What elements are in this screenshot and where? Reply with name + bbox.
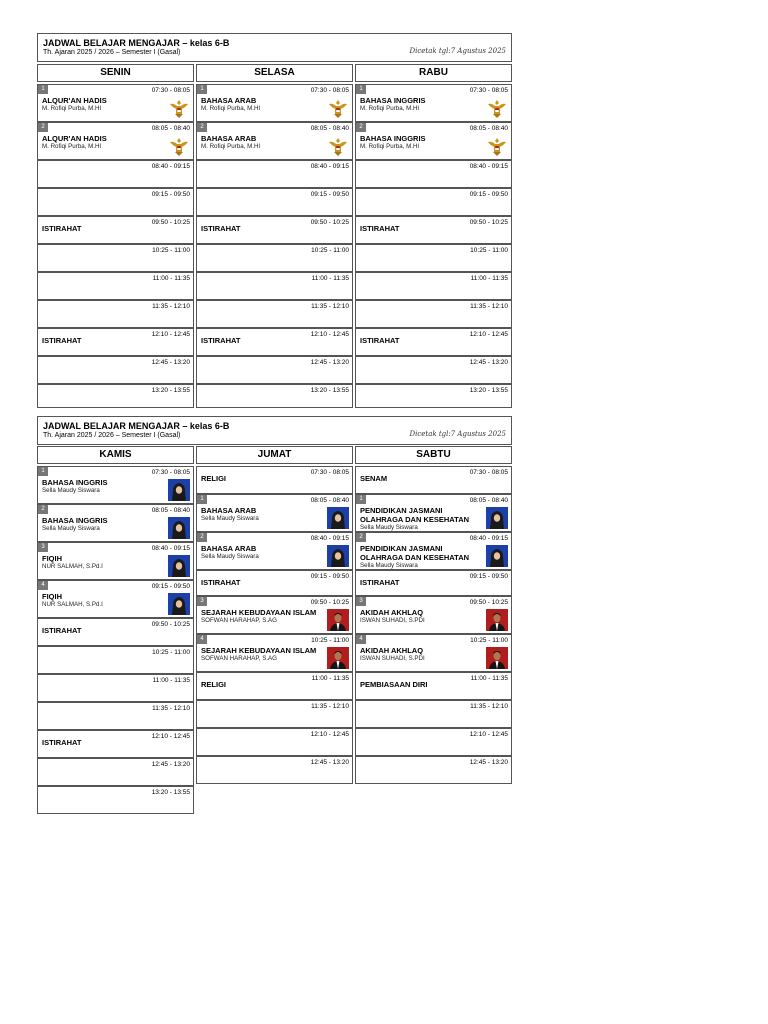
teacher-photo xyxy=(327,507,349,529)
schedule-slot xyxy=(355,672,512,700)
schedule-slot xyxy=(355,216,512,244)
schedule-slot xyxy=(196,328,353,356)
schedule-slot xyxy=(355,384,512,408)
schedule-slot xyxy=(355,532,512,570)
schedule-slot xyxy=(355,634,512,672)
schedule-slot xyxy=(196,532,353,570)
slot-time: 12:45 - 13:20 xyxy=(469,359,508,366)
slot-time: 08:05 - 08:40 xyxy=(151,507,190,514)
teacher-photo xyxy=(168,479,190,501)
slot-time: 11:00 - 11:35 xyxy=(152,275,190,282)
slot-subject: AKIDAH AKHLAQ xyxy=(360,646,424,655)
slot-subject: ISTIRAHAT xyxy=(42,738,82,747)
schedule-slot xyxy=(196,570,353,596)
slot-number-badge: 1 xyxy=(38,85,48,94)
garuda-emblem-icon xyxy=(486,97,508,119)
slot-time: 08:40 - 09:15 xyxy=(151,545,190,552)
slot-time: 11:00 - 11:35 xyxy=(152,677,190,684)
garuda-emblem-icon xyxy=(327,97,349,119)
slot-time: 08:40 - 09:15 xyxy=(151,163,190,170)
schedule-slot xyxy=(37,384,194,408)
slot-time: 12:45 - 13:20 xyxy=(310,759,349,766)
schedule-slot xyxy=(355,122,512,160)
schedule-slot xyxy=(196,160,353,188)
slot-subject: PENDIDIKAN JASMANI OLAHRAGA DAN KESEHATAN xyxy=(360,506,470,524)
slot-time: 09:50 - 10:25 xyxy=(310,219,349,226)
schedule-slot xyxy=(355,700,512,728)
schedule-slot xyxy=(37,356,194,384)
schedule-slot xyxy=(196,216,353,244)
schedule-header-week1 xyxy=(37,33,512,62)
slot-time: 10:25 - 11:00 xyxy=(311,247,349,254)
schedule-slot xyxy=(196,122,353,160)
slot-number-badge: 4 xyxy=(356,635,366,644)
schedule-slot xyxy=(196,384,353,408)
slot-number-badge: 4 xyxy=(38,581,48,590)
slot-subject: ISTIRAHAT xyxy=(201,336,241,345)
slot-time: 10:25 - 11:00 xyxy=(470,247,508,254)
slot-time: 07:30 - 08:05 xyxy=(469,87,508,94)
slot-subject: BAHASA INGGRIS xyxy=(360,96,426,105)
schedule-slot xyxy=(355,756,512,784)
schedule-slot xyxy=(37,580,194,618)
slot-teacher: M. Rofiqi Purba, M.HI xyxy=(201,143,261,150)
schedule-slot xyxy=(196,272,353,300)
slot-teacher: NUR SALMAH, S.Pd.I xyxy=(42,601,103,608)
slot-subject: BAHASA ARAB xyxy=(201,134,257,143)
slot-time: 08:05 - 08:40 xyxy=(310,497,349,504)
slot-subject: ISTIRAHAT xyxy=(201,224,241,233)
slot-time: 09:15 - 09:50 xyxy=(310,191,349,198)
schedule-slot xyxy=(37,730,194,758)
print-date: Dicetak tgl:7 Agustus 2025 xyxy=(409,430,506,438)
slot-subject: ALQUR'AN HADIS xyxy=(42,96,107,105)
slot-teacher: M. Rofiqi Purba, M.HI xyxy=(201,105,261,112)
slot-number-badge: 3 xyxy=(197,597,207,606)
slot-time: 07:30 - 08:05 xyxy=(151,469,190,476)
schedule-slot xyxy=(196,356,353,384)
slot-time: 10:25 - 11:00 xyxy=(152,247,190,254)
slot-time: 12:45 - 13:20 xyxy=(469,759,508,766)
slot-time: 11:35 - 12:10 xyxy=(152,303,190,310)
slot-teacher: SOFWAN HARAHAP, S.AG xyxy=(201,617,277,624)
slot-time: 13:20 - 13:55 xyxy=(151,789,190,796)
day-header: RABU xyxy=(355,64,512,82)
schedule-slot xyxy=(37,84,194,122)
schedule-slot xyxy=(196,728,353,756)
slot-number-badge: 1 xyxy=(356,85,366,94)
page-title: JADWAL BELAJAR MENGAJAR – kelas 6-B xyxy=(43,38,230,48)
schedule-slot xyxy=(37,758,194,786)
slot-time: 09:15 - 09:50 xyxy=(151,583,190,590)
schedule-slot xyxy=(196,84,353,122)
garuda-emblem-icon xyxy=(327,135,349,157)
schedule-slot xyxy=(355,244,512,272)
page-subtitle: Th. Ajaran 2025 / 2026 – Semester I (Gasal) xyxy=(43,49,181,56)
schedule-slot xyxy=(37,542,194,580)
slot-time: 08:05 - 08:40 xyxy=(469,497,508,504)
slot-teacher: Sella Maudy Siswara xyxy=(42,525,100,532)
slot-time: 09:50 - 10:25 xyxy=(310,599,349,606)
slot-time: 12:10 - 12:45 xyxy=(151,331,190,338)
garuda-emblem-icon xyxy=(168,135,190,157)
slot-time: 09:15 - 09:50 xyxy=(469,191,508,198)
slot-time: 11:00 - 11:35 xyxy=(311,675,349,682)
day-header: SENIN xyxy=(37,64,194,82)
slot-subject: ALQUR'AN HADIS xyxy=(42,134,107,143)
schedule-slot xyxy=(196,672,353,700)
slot-subject: SEJARAH KEBUDAYAAN ISLAM xyxy=(201,608,317,617)
schedule-slot xyxy=(37,504,194,542)
slot-number-badge: 1 xyxy=(356,495,366,504)
slot-time: 09:50 - 10:25 xyxy=(469,219,508,226)
schedule-slot xyxy=(355,596,512,634)
slot-subject: BAHASA INGGRIS xyxy=(360,134,426,143)
slot-time: 10:25 - 11:00 xyxy=(470,637,508,644)
schedule-header-week2 xyxy=(37,416,512,445)
slot-number-badge: 2 xyxy=(356,533,366,542)
slot-time: 10:25 - 11:00 xyxy=(152,649,190,656)
slot-time: 10:25 - 11:00 xyxy=(311,637,349,644)
slot-teacher: M. Rofiqi Purba, M.HI xyxy=(360,105,420,112)
slot-teacher: NUR SALMAH, S.Pd.I xyxy=(42,563,103,570)
slot-subject: FIQIH xyxy=(42,554,62,563)
day-header: SABTU xyxy=(355,446,512,464)
schedule-slot xyxy=(37,300,194,328)
slot-time: 07:30 - 08:05 xyxy=(151,87,190,94)
slot-time: 12:45 - 13:20 xyxy=(151,761,190,768)
slot-teacher: Sella Maudy Siswara xyxy=(360,562,418,569)
slot-time: 08:05 - 08:40 xyxy=(310,125,349,132)
slot-time: 13:20 - 13:55 xyxy=(310,387,349,394)
schedule-slot xyxy=(196,300,353,328)
schedule-slot xyxy=(196,634,353,672)
slot-time: 11:35 - 12:10 xyxy=(152,705,190,712)
slot-subject: PENDIDIKAN JASMANI OLAHRAGA DAN KESEHATAN xyxy=(360,544,470,562)
garuda-emblem-icon xyxy=(486,135,508,157)
slot-teacher: M. Rofiqi Purba, M.HI xyxy=(42,143,102,150)
slot-subject: BAHASA INGGRIS xyxy=(42,516,108,525)
slot-subject: RELIGI xyxy=(201,474,227,483)
slot-teacher: Sella Maudy Siswara xyxy=(201,553,259,560)
slot-subject: BAHASA ARAB xyxy=(201,96,257,105)
schedule-slot xyxy=(196,700,353,728)
slot-subject: SEJARAH KEBUDAYAAN ISLAM xyxy=(201,646,317,655)
schedule-slot xyxy=(37,646,194,674)
slot-number-badge: 3 xyxy=(356,597,366,606)
schedule-slot xyxy=(355,84,512,122)
teacher-photo xyxy=(168,555,190,577)
page-subtitle: Th. Ajaran 2025 / 2026 – Semester I (Gasal) xyxy=(43,432,181,439)
schedule-slot xyxy=(37,160,194,188)
slot-subject: ISTIRAHAT xyxy=(360,336,400,345)
slot-subject: RELIGI xyxy=(201,680,227,689)
slot-time: 08:05 - 08:40 xyxy=(151,125,190,132)
slot-time: 11:35 - 12:10 xyxy=(470,703,508,710)
schedule-slot xyxy=(355,160,512,188)
slot-number-badge: 2 xyxy=(38,505,48,514)
teacher-photo xyxy=(486,609,508,631)
teacher-photo xyxy=(327,609,349,631)
slot-teacher: ISWAN SUHADI, S.PDI xyxy=(360,655,425,662)
schedule-slot xyxy=(355,728,512,756)
slot-teacher: SOFWAN HARAHAP, S.AG xyxy=(201,655,277,662)
slot-subject: ISTIRAHAT xyxy=(360,224,400,233)
slot-time: 13:20 - 13:55 xyxy=(469,387,508,394)
slot-subject: FIQIH xyxy=(42,592,62,601)
slot-time: 11:35 - 12:10 xyxy=(311,703,349,710)
slot-time: 09:15 - 09:50 xyxy=(310,573,349,580)
schedule-slot xyxy=(196,466,353,494)
teacher-photo xyxy=(486,507,508,529)
teacher-photo xyxy=(168,517,190,539)
schedule-slot xyxy=(355,188,512,216)
schedule-slot xyxy=(355,272,512,300)
slot-number-badge: 2 xyxy=(197,123,207,132)
slot-time: 12:45 - 13:20 xyxy=(151,359,190,366)
teacher-photo xyxy=(168,593,190,615)
slot-number-badge: 2 xyxy=(197,533,207,542)
slot-subject: ISTIRAHAT xyxy=(42,336,82,345)
schedule-slot xyxy=(196,188,353,216)
slot-subject: ISTIRAHAT xyxy=(360,578,400,587)
schedule-slot xyxy=(355,328,512,356)
slot-time: 09:15 - 09:50 xyxy=(151,191,190,198)
schedule-slot xyxy=(37,466,194,504)
schedule-slot xyxy=(196,494,353,532)
slot-time: 12:10 - 12:45 xyxy=(469,731,508,738)
slot-teacher: ISWAN SUHADI, S.PDI xyxy=(360,617,425,624)
slot-time: 11:35 - 12:10 xyxy=(311,303,349,310)
page-title: JADWAL BELAJAR MENGAJAR – kelas 6-B xyxy=(43,421,230,431)
slot-number-badge: 2 xyxy=(356,123,366,132)
slot-teacher: M. Rofiqi Purba, M.HI xyxy=(360,143,420,150)
slot-subject: BAHASA ARAB xyxy=(201,544,257,553)
schedule-slot xyxy=(196,756,353,784)
schedule-slot xyxy=(37,122,194,160)
slot-time: 08:40 - 09:15 xyxy=(469,163,508,170)
schedule-slot xyxy=(37,674,194,702)
slot-time: 08:40 - 09:15 xyxy=(310,163,349,170)
slot-number-badge: 3 xyxy=(38,543,48,552)
slot-number-badge: 2 xyxy=(38,123,48,132)
slot-subject: PEMBIASAAN DIRI xyxy=(360,680,428,689)
schedule-slot xyxy=(355,356,512,384)
teacher-photo xyxy=(486,545,508,567)
slot-time: 08:05 - 08:40 xyxy=(469,125,508,132)
slot-subject: SENAM xyxy=(360,474,388,483)
day-header: KAMIS xyxy=(37,446,194,464)
slot-subject: ISTIRAHAT xyxy=(42,626,82,635)
slot-teacher: M. Rofiqi Purba, M.HI xyxy=(42,105,102,112)
day-header: SELASA xyxy=(196,64,353,82)
schedule-slot xyxy=(355,300,512,328)
slot-time: 11:00 - 11:35 xyxy=(470,675,508,682)
slot-subject: ISTIRAHAT xyxy=(201,578,241,587)
slot-time: 12:45 - 13:20 xyxy=(310,359,349,366)
slot-time: 11:00 - 11:35 xyxy=(311,275,349,282)
slot-time: 09:50 - 10:25 xyxy=(151,621,190,628)
day-header: JUMAT xyxy=(196,446,353,464)
schedule-slot xyxy=(37,328,194,356)
schedule-slot xyxy=(355,494,512,532)
slot-time: 09:15 - 09:50 xyxy=(469,573,508,580)
slot-time: 07:30 - 08:05 xyxy=(310,87,349,94)
schedule-slot xyxy=(355,570,512,596)
slot-time: 12:10 - 12:45 xyxy=(310,731,349,738)
garuda-emblem-icon xyxy=(168,97,190,119)
slot-time: 11:35 - 12:10 xyxy=(470,303,508,310)
schedule-slot xyxy=(355,466,512,494)
slot-time: 08:40 - 09:15 xyxy=(469,535,508,542)
slot-time: 11:00 - 11:35 xyxy=(470,275,508,282)
slot-time: 08:40 - 09:15 xyxy=(310,535,349,542)
teacher-photo xyxy=(486,647,508,669)
teacher-photo xyxy=(327,545,349,567)
slot-time: 12:10 - 12:45 xyxy=(469,331,508,338)
slot-number-badge: 4 xyxy=(197,635,207,644)
print-date: Dicetak tgl:7 Agustus 2025 xyxy=(409,47,506,55)
schedule-slot xyxy=(37,786,194,814)
schedule-slot xyxy=(37,216,194,244)
schedule-slot xyxy=(37,272,194,300)
slot-time: 13:20 - 13:55 xyxy=(151,387,190,394)
slot-time: 12:10 - 12:45 xyxy=(151,733,190,740)
slot-subject: AKIDAH AKHLAQ xyxy=(360,608,424,617)
slot-teacher: Sella Maudy Siswara xyxy=(42,487,100,494)
slot-number-badge: 1 xyxy=(197,495,207,504)
schedule-slot xyxy=(196,596,353,634)
slot-number-badge: 1 xyxy=(197,85,207,94)
schedule-slot xyxy=(37,244,194,272)
slot-time: 07:30 - 08:05 xyxy=(469,469,508,476)
schedule-slot xyxy=(37,618,194,646)
slot-time: 12:10 - 12:45 xyxy=(310,331,349,338)
slot-subject: ISTIRAHAT xyxy=(42,224,82,233)
schedule-slot xyxy=(37,188,194,216)
slot-teacher: Sella Maudy Siswara xyxy=(360,524,418,531)
slot-number-badge: 1 xyxy=(38,467,48,476)
slot-time: 09:50 - 10:25 xyxy=(469,599,508,606)
slot-subject: BAHASA INGGRIS xyxy=(42,478,108,487)
slot-subject: BAHASA ARAB xyxy=(201,506,257,515)
slot-teacher: Sella Maudy Siswara xyxy=(201,515,259,522)
schedule-slot xyxy=(37,702,194,730)
slot-time: 07:30 - 08:05 xyxy=(310,469,349,476)
schedule-slot xyxy=(196,244,353,272)
teacher-photo xyxy=(327,647,349,669)
slot-time: 09:50 - 10:25 xyxy=(151,219,190,226)
